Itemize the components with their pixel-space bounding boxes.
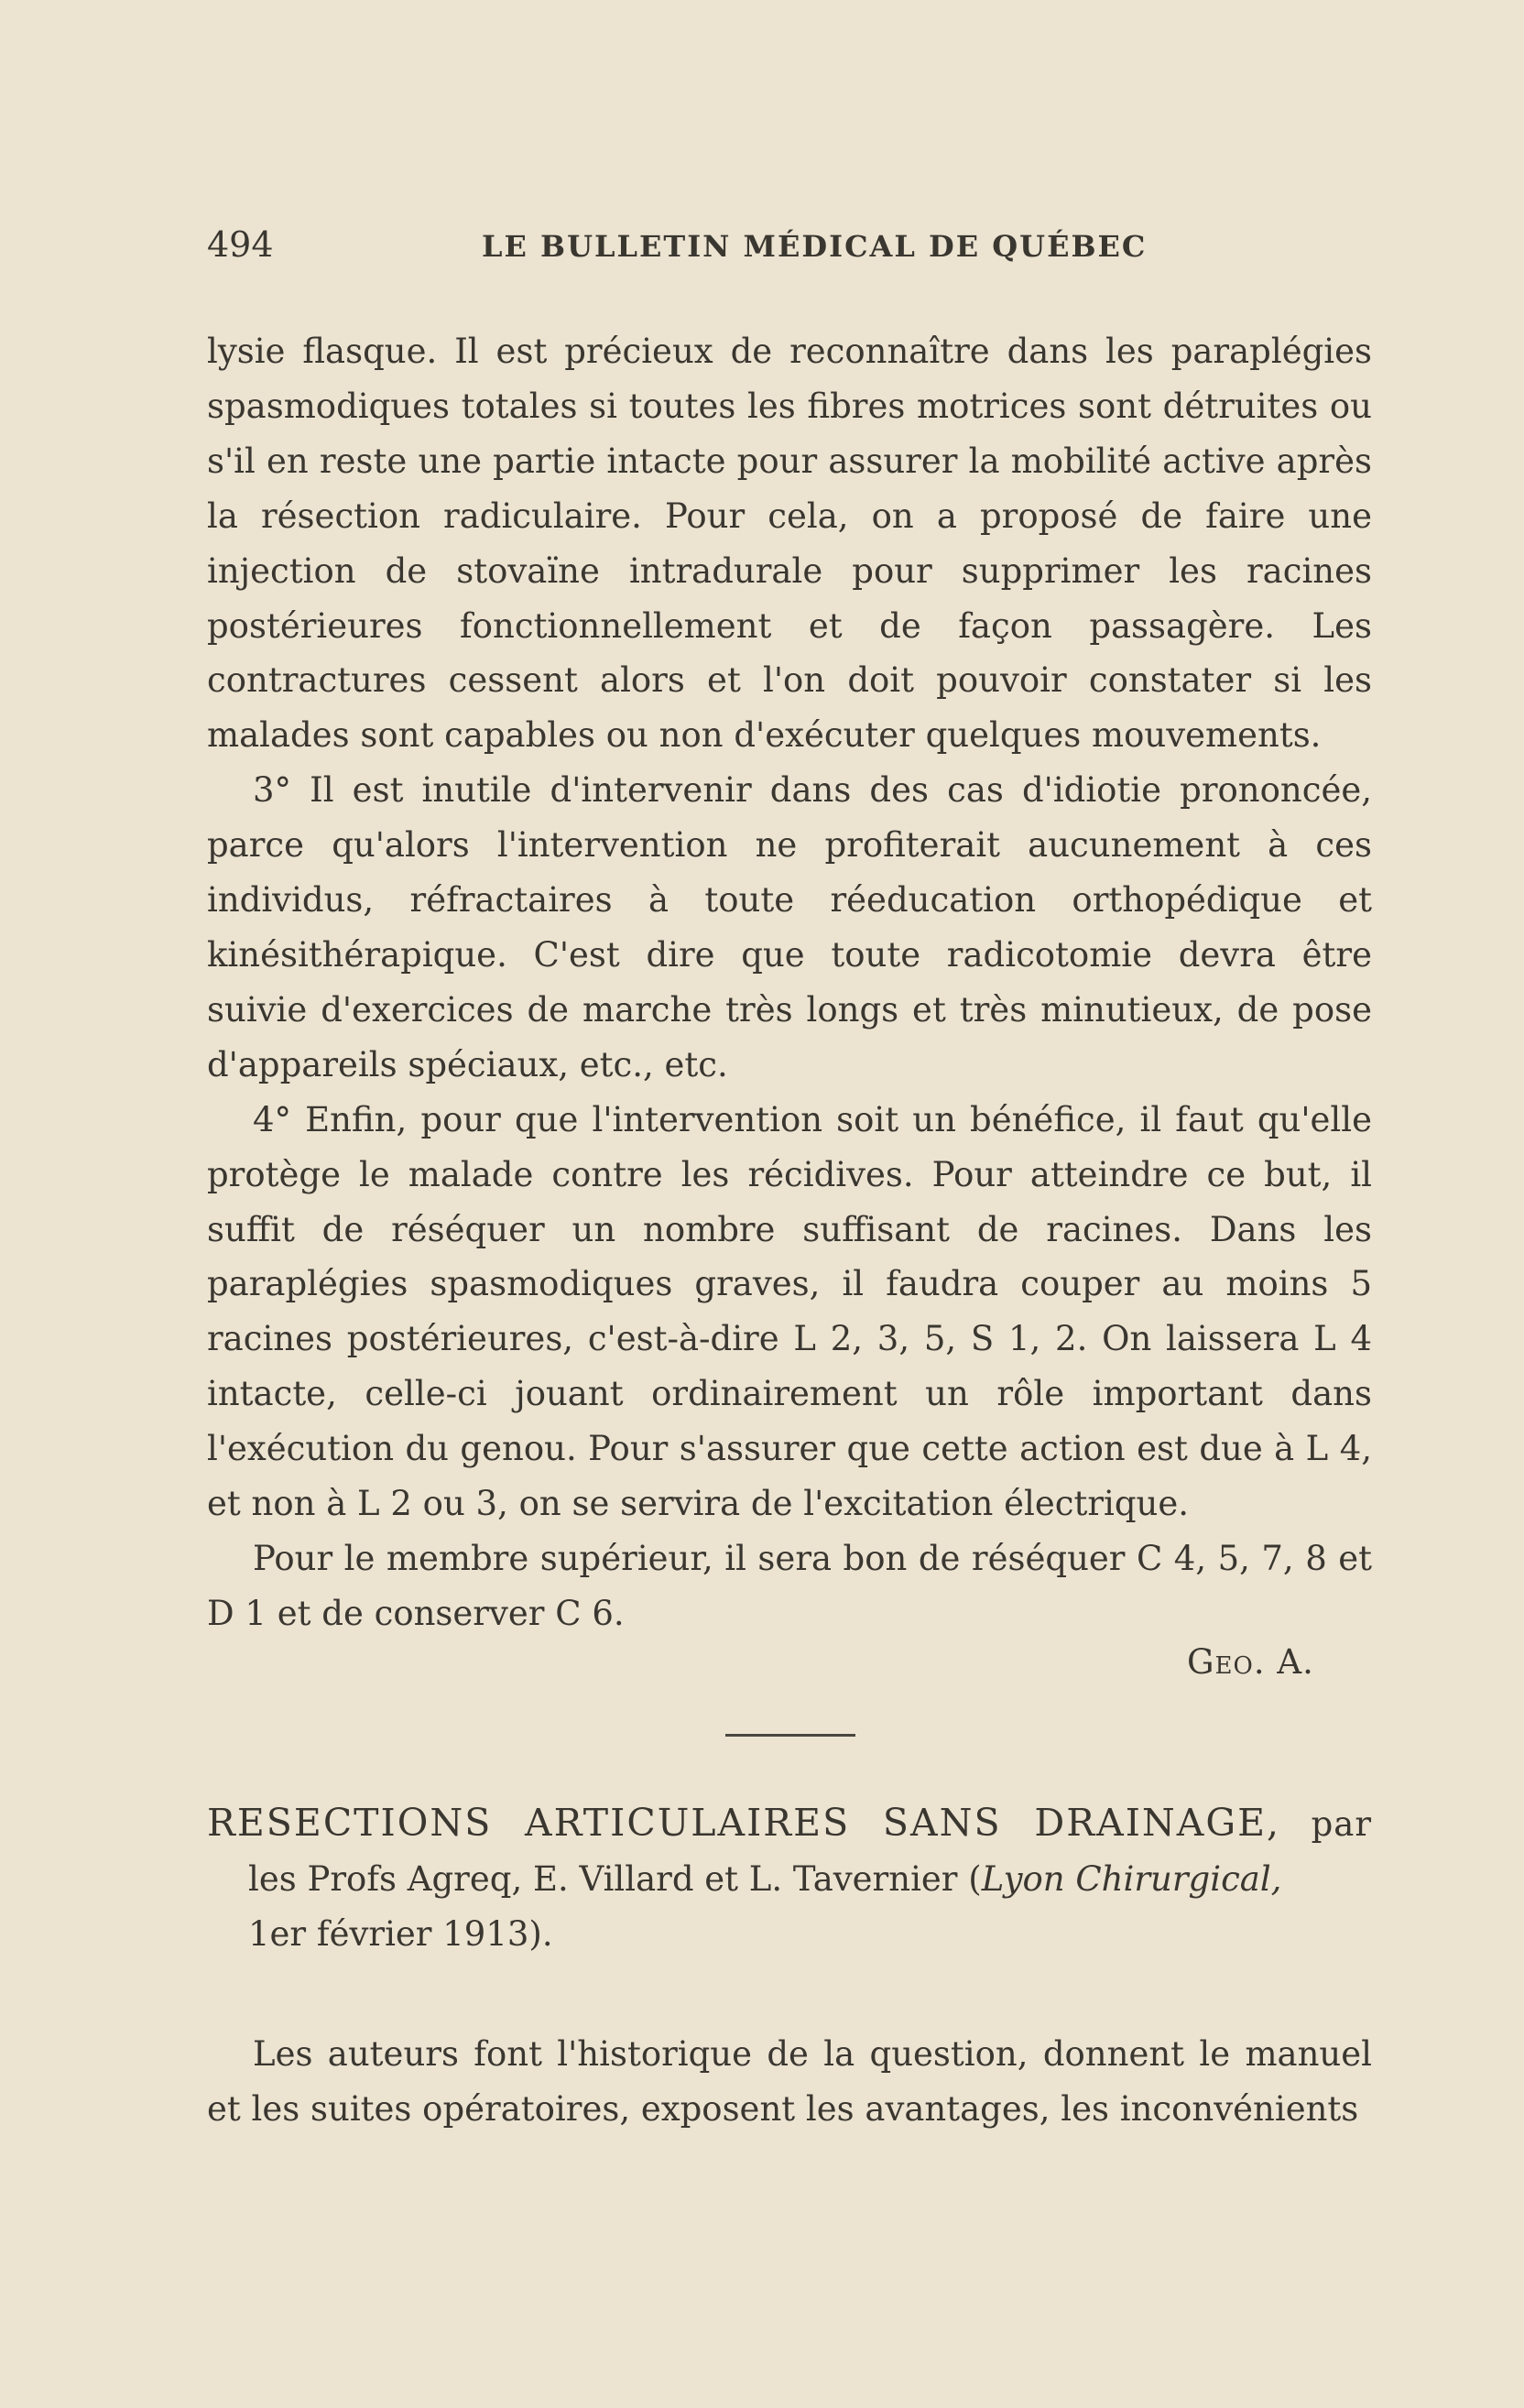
continued-text-block (207, 324, 1372, 1641)
article-date-line (207, 1907, 1372, 1962)
article-date-close: ). (528, 1914, 553, 1954)
paragraph-point-4: 4° Enfin, pour que l'intervention soit un bénéfice, il faut qu'elle protège le malade contre les récidives. Pour atteindre ce but, il suffit de réséquer un nombre suffisant de racines. Dans les paraplégies spasmodiques graves, il faudra couper au moins 5 racines postérieures, c'est-à-dire L 2, 3, 5, S 1, 2. On laissera L 4 intacte, celle-ci jouant ordinairement un rôle important dans l'exécution du genou. Pour s'assurer que cette action est due à L 4, et non à L 2 ou 3, on se servira de l'excitation électrique. (207, 1099, 1372, 1524)
section-divider (725, 1734, 855, 1737)
article-heading (207, 1795, 1372, 1962)
article-byline-start: par (1311, 1804, 1373, 1844)
author-signature: Geo. A. (1187, 1642, 1314, 1682)
article-heading-first-line (207, 1795, 1372, 1852)
article-authors: les Profs Agreq, E. Villard et L. Tavernier ( (248, 1859, 982, 1899)
paragraph-upper-limb: Pour le membre supérieur, il sera bon de réséquer C 4, 5, 7, 8 et D 1 et de conserver C 6. (207, 1538, 1372, 1633)
journal-title: LE BULLETIN MÉDICAL DE QUÉBEC (482, 229, 1148, 264)
paragraph-point-3: 3° Il est inutile d'intervenir dans des cas d'idiotie prononcée, parce qu'alors l'intervention ne profiterait aucunement à ces individus, réfractaires à toute réeducation orthopédique et kinésithérapique. C'est dire que toute radicotomie devra être suivie d'exercices de marche très longs et très minutieux, de pose d'appareils spéciaux, etc., etc. (207, 770, 1372, 1084)
article-body (207, 2027, 1372, 2137)
article-citation: Lyon Chirurgical, (981, 1859, 1282, 1899)
article-title: RESECTIONS ARTICULAIRES SANS DRAINAGE, (207, 1801, 1281, 1845)
running-header (207, 222, 1379, 267)
page-number: 494 (207, 224, 274, 265)
article-body-paragraph: Les auteurs font l'historique de la question, donnent le manuel et les suites opératoires, exposent les avantages, les inconvénients (207, 2034, 1372, 2129)
article-date: 1er février 1913 (248, 1914, 529, 1954)
article-byline (207, 1852, 1372, 1907)
paragraph-continuation: lysie flasque. Il est précieux de reconnaître dans les paraplégies spasmodiques totales si toutes les fibres motrices sont détruites ou s'il en reste une partie intacte pour assurer la mobilité active après la résection radiculaire. Pour cela, on a proposé de faire une injection de stovaïne intradurale pour supprimer les racines postérieures fonctionnellement et de façon passagère. Les contractures cessent alors et l'on doit pouvoir constater si les malades sont capables ou non d'exécuter quelques mouvements. (207, 332, 1372, 756)
